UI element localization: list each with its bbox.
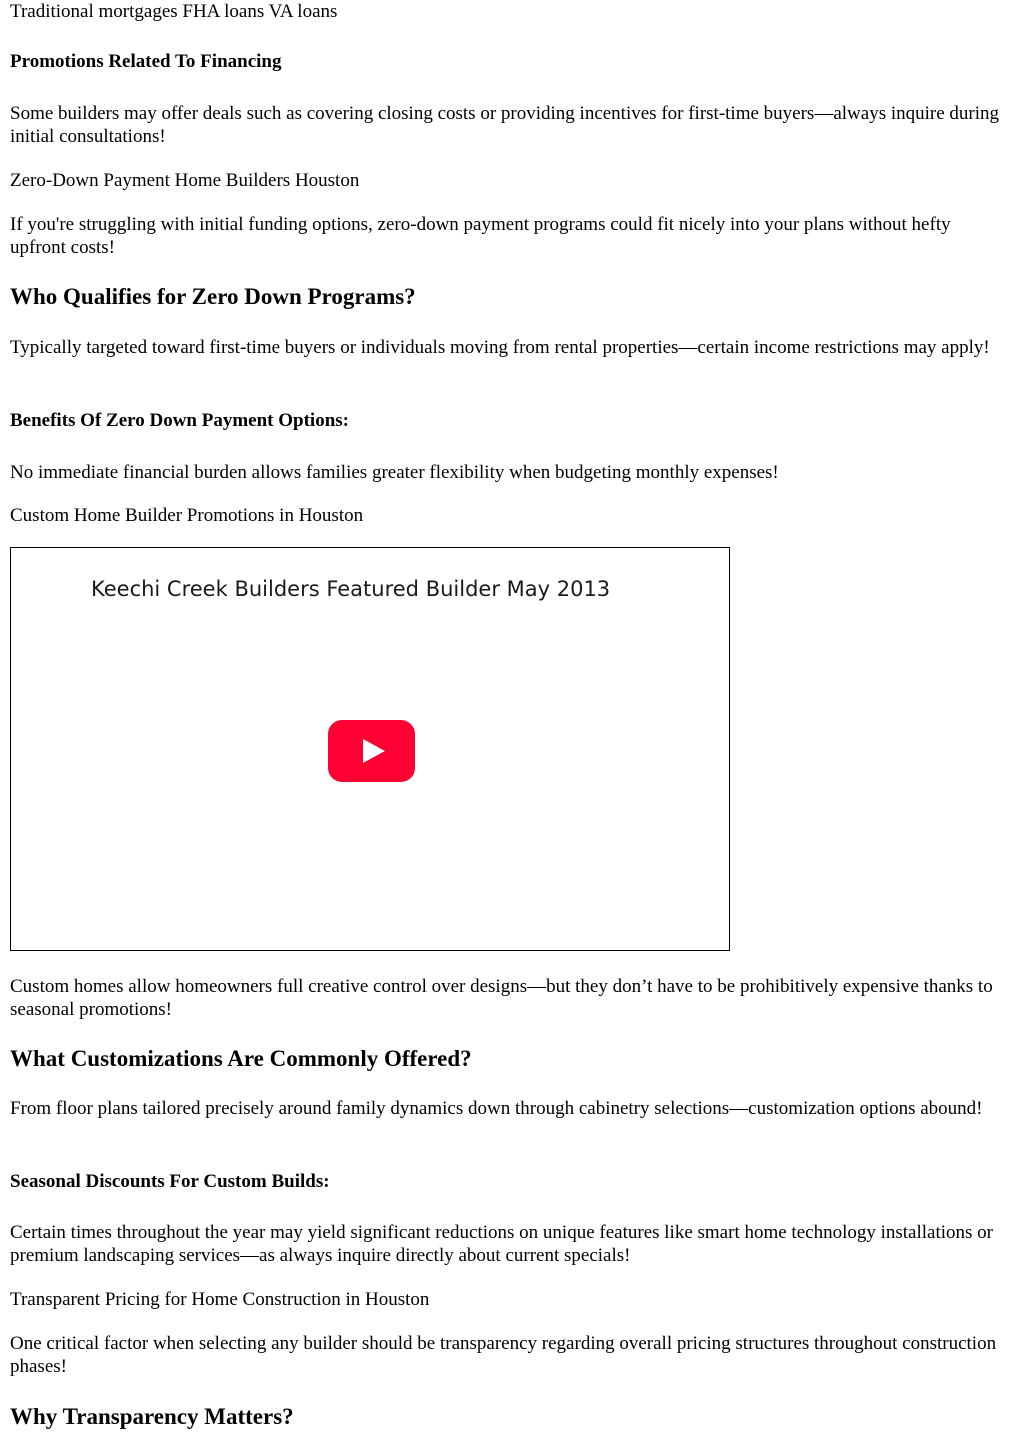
who-qualifies-paragraph: Typically targeted toward first-time buyers or individuals moving from rental properties—certain income restrictions may apply!	[10, 337, 990, 358]
customizations-paragraph: From floor plans tailored precisely around family dynamics down through cabinetry selections—customization options abound!	[10, 1098, 983, 1119]
play-button[interactable]	[328, 720, 415, 782]
benefits-paragraph: No immediate financial burden allows families greater flexibility when budgeting monthly expenses!	[10, 462, 779, 483]
custom-promotions-title: Custom Home Builder Promotions in Houston	[10, 505, 364, 526]
promotions-heading: Promotions Related To Financing	[10, 51, 282, 72]
loan-types-text: Traditional mortgages FHA loans VA loans	[10, 1, 338, 22]
who-qualifies-heading: Who Qualifies for Zero Down Programs?	[10, 284, 416, 309]
seasonal-paragraph: Certain times throughout the year may yield significant reductions on unique features like smart home technology installations or premium landscaping services—as always inquire directly about current specials!	[10, 1222, 994, 1266]
video-embed[interactable]	[10, 547, 730, 951]
zero-down-title: Zero-Down Payment Home Builders Houston	[10, 170, 360, 191]
promotions-paragraph: Some builders may offer deals such as covering closing costs or providing incentives for first-time buyers—always inquire during initial consultations!	[10, 103, 1000, 147]
transparent-title: Transparent Pricing for Home Construction in Houston	[10, 1289, 430, 1310]
zero-down-paragraph: If you're struggling with initial funding options, zero-down payment programs could fit nicely into your plans without hefty upfront costs!	[10, 214, 951, 258]
customizations-heading: What Customizations Are Commonly Offered?	[10, 1046, 472, 1071]
seasonal-heading: Seasonal Discounts For Custom Builds:	[10, 1171, 330, 1192]
play-icon	[363, 739, 385, 763]
benefits-heading: Benefits Of Zero Down Payment Options:	[10, 410, 349, 431]
video-title[interactable]: Keechi Creek Builders Featured Builder May 2013	[91, 577, 611, 601]
transparent-paragraph: One critical factor when selecting any builder should be transparency regarding overall pricing structures throughout construction phases!	[10, 1333, 997, 1377]
why-heading: Why Transparency Matters?	[10, 1404, 294, 1429]
custom-homes-paragraph: Custom homes allow homeowners full creative control over designs—but they don’t have to be prohibitively expensive thanks to seasonal promotions!	[10, 976, 993, 1020]
